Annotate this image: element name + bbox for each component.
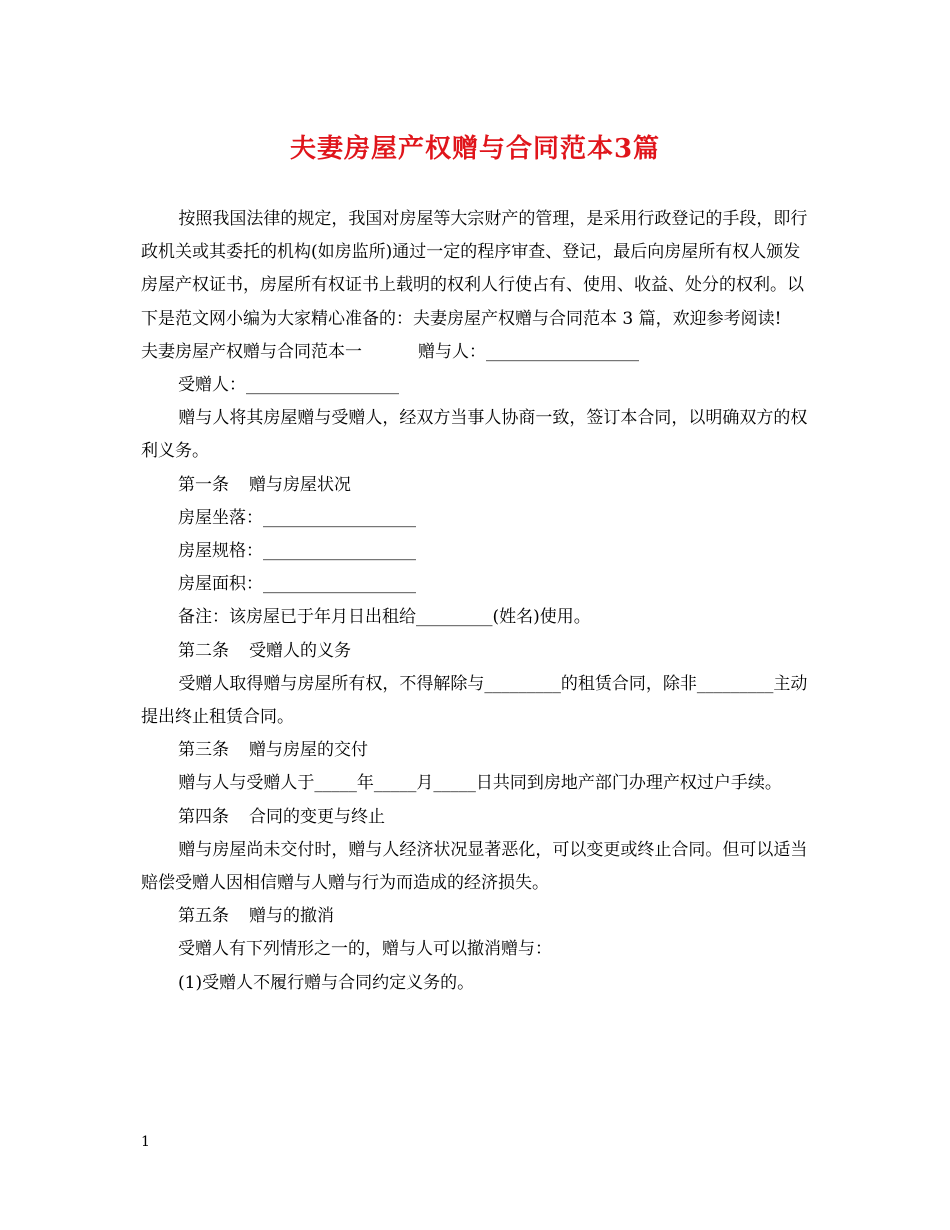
section-heading-line — [141, 336, 813, 369]
article-name: 赠与的撤消 — [249, 906, 334, 927]
article-3-heading — [141, 734, 813, 767]
intro-paragraph: 按照我国法律的规定，我国对房屋等大宗财产的管理，是采用行政登记的手段，即行政机关或其委托的机构(如房监所)通过一定的程序审查、登记，最后向房屋所有权人颁发房屋产权证书，房屋所有权证书上载明的权利人行使占有、使用、收益、处分的权利。以下是范文网小编为大家精心准备的：夫妻房屋产权赠与合同范本 3 篇，欢迎参考阅读! — [141, 209, 808, 329]
section-title: 夫妻房屋产权赠与合同范本一 — [141, 341, 362, 362]
article-3-text: 赠与人与受赠人于_____年_____月_____日共同到房地产部门办理产权过户手续。 — [178, 773, 782, 794]
article-name: 合同的变更与终止 — [249, 806, 385, 827]
house-area-field: 房屋面积：__________________ — [178, 574, 416, 595]
article-name: 受赠人的义务 — [249, 640, 351, 661]
document-title: 夫妻房屋产权赠与合同范本3篇 — [289, 134, 661, 164]
donor-field: 赠与人：__________________ — [418, 341, 639, 362]
article-2-text: 受赠人取得赠与房屋所有权，不得解除与_________的租赁合同，除非_________主动提出终止租赁合同。 — [141, 673, 808, 728]
house-location-field: 房屋坐落：__________________ — [178, 507, 416, 528]
house-spec-field: 房屋规格：__________________ — [178, 541, 416, 562]
article-5-heading — [141, 900, 813, 933]
article-number: 第四条 — [178, 806, 229, 827]
article-number: 第二条 — [178, 640, 229, 661]
article-number: 第五条 — [178, 906, 229, 927]
article-2-heading — [141, 635, 813, 668]
article-number: 第一条 — [178, 474, 229, 495]
article-1-heading — [141, 469, 813, 502]
note-line: 备注：该房屋已于年月日出租给_________(姓名)使用。 — [178, 607, 591, 628]
article-5-item-1: (1)受赠人不履行赠与合同约定义务的。 — [178, 972, 475, 993]
preamble-paragraph: 赠与人将其房屋赠与受赠人，经双方当事人协商一致，签订本合同，以明确双方的权利义务。 — [141, 408, 808, 462]
article-4-heading — [141, 801, 813, 834]
page-number: 1 — [141, 1134, 150, 1150]
document-body — [141, 203, 813, 1000]
article-4-text: 赠与房屋尚未交付时，赠与人经济状况显著恶化，可以变更或终止合同。但可以适当赔偿受赠人因相信赠与人赠与行为而造成的经济损失。 — [141, 839, 808, 894]
article-number: 第三条 — [178, 740, 229, 761]
article-name: 赠与房屋状况 — [249, 474, 351, 495]
donee-field: 受赠人：__________________ — [178, 375, 399, 396]
article-5-text: 受赠人有下列情形之一的，赠与人可以撤消赠与： — [178, 939, 552, 960]
article-name: 赠与房屋的交付 — [249, 740, 368, 761]
